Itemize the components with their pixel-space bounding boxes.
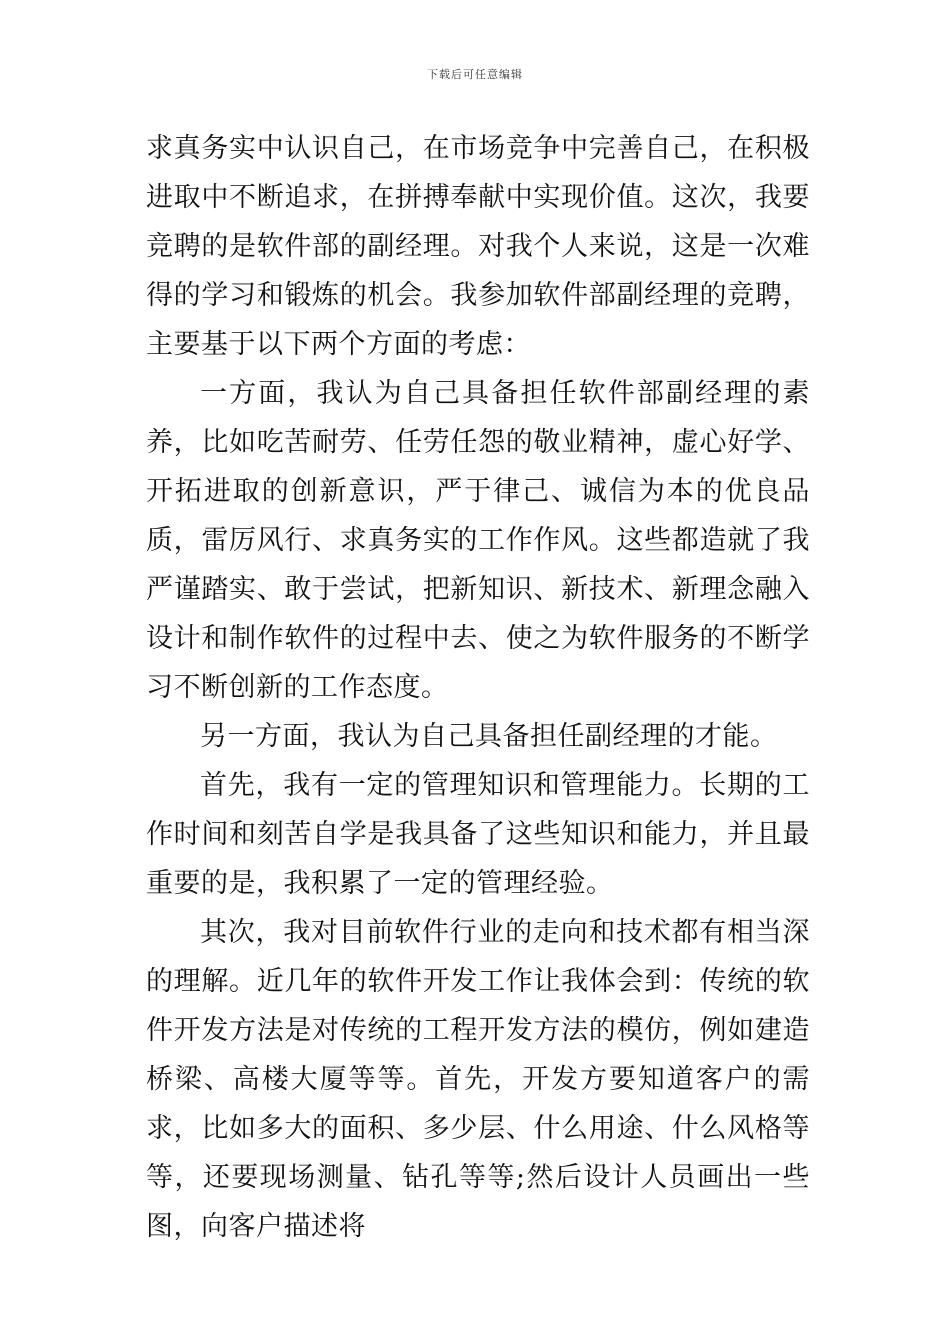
paragraph-management: 首先，我有一定的管理知识和管理能力。长期的工作时间和刻苦自学是我具备了这些知识和能力，并且最重要的是，我积累了一定的管理经验。 (146, 770, 810, 899)
paragraph-industry: 其次，我对目前软件行业的走向和技术都有相当深的理解。近几年的软件开发工作让我体会到：传统的软件开发方法是对传统的工程开发方法的模仿，例如建造桥梁、高楼大厦等等。首先，开发方要知道客户的需求，比如多大的面积、多少层、什么用途、什么风格等等，还要现场测量、钻孔等等;然后设计人员画出一些图，向客户描述将 (146, 917, 810, 1242)
paragraph-literacy: 一方面，我认为自己具备担任软件部副经理的素养，比如吃苦耐劳、任劳任怨的敬业精神，虚心好学、开拓进取的创新意识，严于律己、诚信为本的优良品质，雷厉风行、求真务实的工作作风。这些都造就了我严谨踏实、敢于尝试，把新知识、新技术、新理念融入设计和制作软件的过程中去、使之为软件服务的不断学习不断创新的工作态度。 (146, 378, 810, 703)
document-body (146, 124, 810, 1251)
page-header: 下载后可任意编辑 (427, 68, 523, 81)
paragraph-ability: 另一方面，我认为自己具备担任副经理的才能。 (200, 721, 778, 752)
paragraph-continuation: 求真务实中认识自己，在市场竞争中完善自己，在积极进取中不断追求，在拼搏奉献中实现价值。这次，我要竞聘的是软件部的副经理。对我个人来说，这是一次难得的学习和锻炼的机会。我参加软件部副经理的竞聘，主要基于以下两个方面的考虑： (146, 133, 810, 360)
